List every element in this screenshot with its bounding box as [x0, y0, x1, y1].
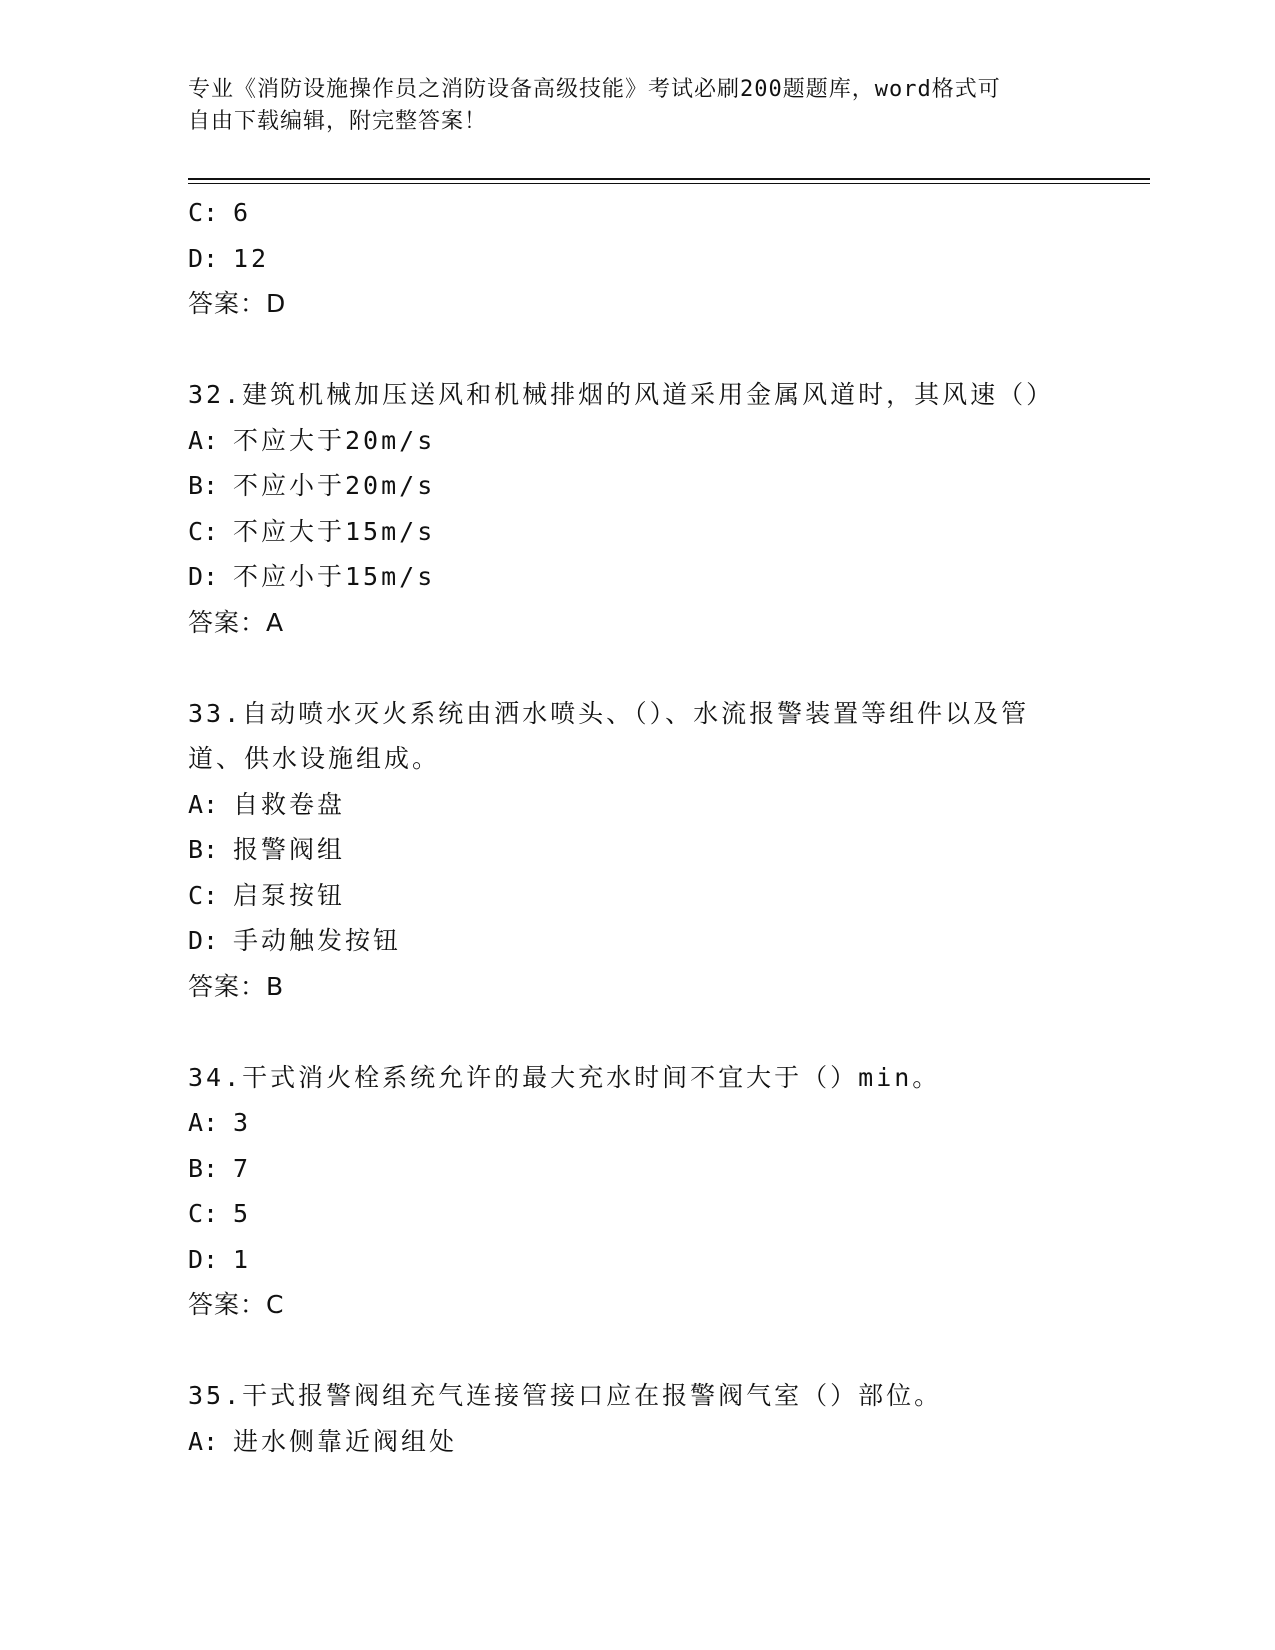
option-text: 5	[233, 1199, 252, 1228]
option-text: 进水侧靠近阀组处	[233, 1426, 458, 1456]
option-d	[188, 554, 1088, 600]
option-label: B:	[188, 1153, 219, 1183]
option-c	[188, 1191, 1088, 1237]
spacer	[188, 327, 1088, 373]
question-stem: 35.干式报警阀组充气连接管接口应在报警阀气室（）部位。	[188, 1381, 943, 1410]
option-text: 不应大于20m/s	[233, 425, 436, 455]
option-text: 6	[233, 198, 252, 227]
option-a	[188, 782, 1088, 828]
option-text: 7	[233, 1153, 252, 1183]
header-line-1: 专业《消防设施操作员之消防设备高级技能》考试必刷200题题库，word格式可	[188, 77, 1001, 102]
option-text: 不应小于15m/s	[233, 562, 436, 591]
answer-line: 答案：C	[188, 1290, 285, 1319]
spacer	[188, 645, 1088, 691]
option-a	[188, 1419, 1088, 1465]
option-text: 不应小于20m/s	[233, 471, 436, 500]
question-33	[188, 691, 1088, 1010]
option-label: C:	[188, 516, 219, 546]
document-header	[188, 74, 1088, 138]
option-d	[188, 918, 1088, 964]
option-text: 1	[233, 1244, 252, 1274]
option-c	[188, 509, 1088, 555]
option-d	[188, 1237, 1088, 1283]
option-text: 启泵按钮	[233, 880, 346, 910]
header-rule-thin	[188, 183, 1150, 184]
option-label: C:	[188, 1199, 219, 1228]
option-label: A:	[188, 789, 219, 819]
question-35	[188, 1373, 1088, 1464]
option-text: 报警阀组	[233, 835, 346, 864]
question-32	[188, 372, 1088, 645]
option-label: D:	[188, 243, 219, 273]
option-b	[188, 1146, 1088, 1192]
option-b	[188, 463, 1088, 509]
option-text: 3	[233, 1108, 252, 1137]
answer-line: 答案：D	[188, 289, 287, 318]
option-label: A:	[188, 1426, 219, 1456]
question-31-continued	[188, 190, 1088, 327]
option-text: 不应大于15m/s	[233, 516, 436, 546]
option-a	[188, 418, 1088, 464]
answer-line: 答案：B	[188, 971, 285, 1001]
option-b	[188, 827, 1088, 873]
option-label: A:	[188, 1108, 219, 1137]
option-text: 手动触发按钮	[233, 926, 402, 955]
option-label: C:	[188, 198, 219, 227]
option-d	[188, 236, 1088, 282]
option-label: D:	[188, 562, 219, 591]
option-c	[188, 190, 1088, 236]
option-c	[188, 873, 1088, 919]
question-stem: 33.自动喷水灭火系统由洒水喷头、（）、水流报警装置等组件以及管	[188, 698, 1030, 728]
spacer	[188, 1328, 1088, 1374]
question-list	[188, 190, 1088, 1464]
option-label: B:	[188, 471, 219, 500]
option-label: B:	[188, 835, 219, 864]
spacer	[188, 1009, 1088, 1055]
header-line-2: 自由下载编辑，附完整答案！	[188, 109, 488, 134]
question-stem-continued: 道、供水设施组成。	[188, 744, 441, 773]
question-stem: 34.干式消火栓系统允许的最大充水时间不宜大于（）min。	[188, 1062, 941, 1092]
option-text: 自救卷盘	[233, 789, 346, 819]
option-label: D:	[188, 1244, 219, 1274]
question-34	[188, 1055, 1088, 1328]
question-stem: 32.建筑机械加压送风和机械排烟的风道采用金属风道时，其风速（）	[188, 380, 1055, 409]
option-a	[188, 1100, 1088, 1146]
option-label: D:	[188, 926, 219, 955]
option-text: 12	[233, 243, 270, 273]
header-rule-thick	[188, 178, 1150, 180]
option-label: A:	[188, 425, 219, 455]
answer-line: 答案：A	[188, 607, 285, 637]
option-label: C:	[188, 880, 219, 910]
